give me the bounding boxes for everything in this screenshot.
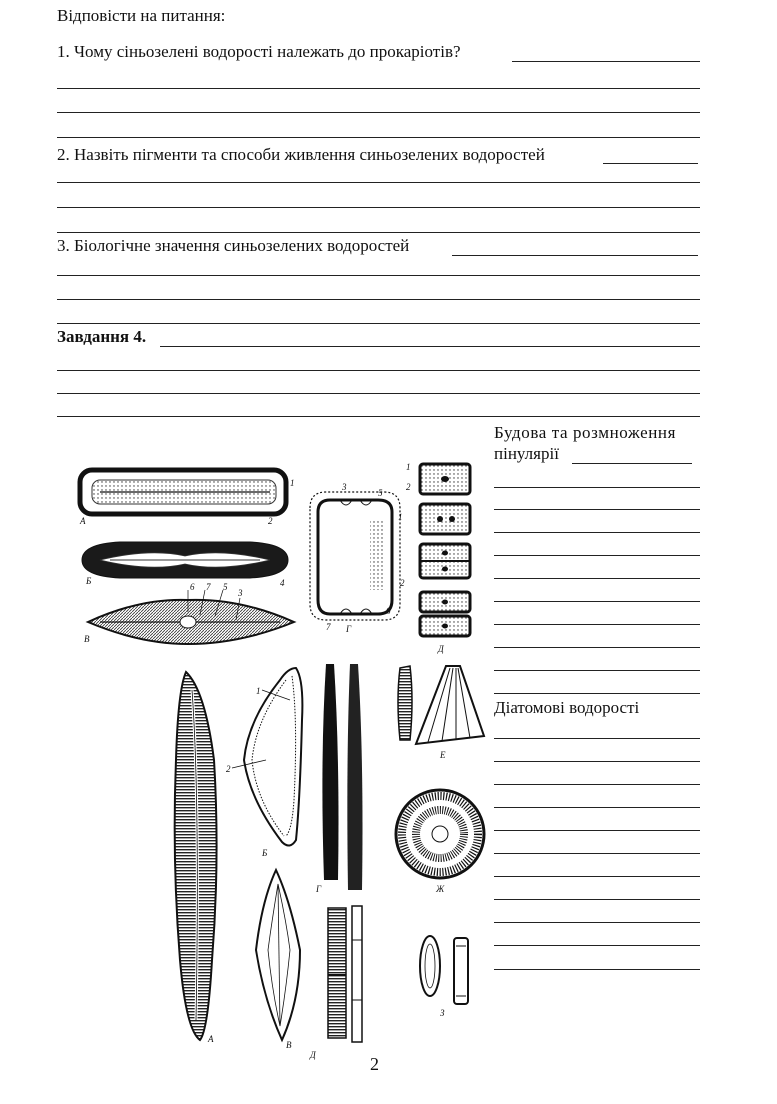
fig-label: Д — [310, 1050, 316, 1060]
diatom-filament — [328, 906, 362, 1042]
fig-label: 6 — [190, 582, 195, 592]
fig-label: В — [84, 634, 90, 644]
fig-label: 1 — [406, 462, 411, 472]
fig-label: 7 — [326, 622, 331, 632]
fig-label: З — [440, 1008, 445, 1018]
page-number: 2 — [370, 1054, 379, 1074]
fig-label: 3 — [238, 588, 243, 598]
fig-label: 1 — [256, 686, 261, 696]
fig-label: Ж — [436, 884, 445, 894]
diatom-small-valves — [420, 936, 468, 1004]
fig-label: 1 — [290, 478, 295, 488]
fig-label: Г — [316, 884, 322, 894]
question-2: 2. Назвіть пігменти та способи живлення синьозелених водоростей — [57, 145, 545, 164]
diatom-rods — [322, 664, 362, 890]
diatom-centric — [396, 790, 484, 878]
fig-label: 2 — [400, 578, 405, 588]
diatoms-title: Діатомові водорості — [494, 698, 640, 717]
fig-label: Д — [438, 644, 444, 654]
diatom-crescent-valve — [232, 668, 302, 846]
fig-label: В — [286, 1040, 292, 1050]
diatom-lanceolate-valve — [256, 870, 300, 1040]
pinnularia-title: Будова та розмноження — [494, 423, 677, 442]
fig-label: 2 — [268, 516, 273, 526]
question-3: 3. Біологічне значення синьозелених водоростей — [57, 236, 410, 255]
fig-label: Б — [262, 848, 268, 858]
fig-label: Г — [346, 624, 352, 634]
worksheet-heading: Відповісти на питання: — [57, 6, 226, 25]
pinnularia-title-cont: пінулярії — [494, 444, 559, 463]
diatom-long-valve — [175, 672, 217, 1040]
fig-label: 1 — [398, 512, 403, 522]
fig-label: 7 — [206, 582, 211, 592]
question-1: 1. Чому сіньозелені водорості належать до прокаріотів? — [57, 42, 461, 61]
fig-label: Б — [86, 576, 92, 586]
fig-label: 4 — [280, 578, 285, 588]
fig-label: 5 — [223, 582, 228, 592]
fig-label: Е — [440, 750, 446, 760]
task-4-label: Завдання 4. — [57, 327, 147, 346]
fig-label: 2 — [226, 764, 231, 774]
fig-label: 3 — [342, 482, 347, 492]
fig-label: 5 — [378, 488, 383, 498]
diatom-fan-colony — [398, 666, 484, 744]
fig-label: 6 — [386, 606, 391, 616]
fig-label: А — [208, 1034, 214, 1044]
fig-label: А — [80, 516, 86, 526]
fig-label: 2 — [406, 482, 411, 492]
